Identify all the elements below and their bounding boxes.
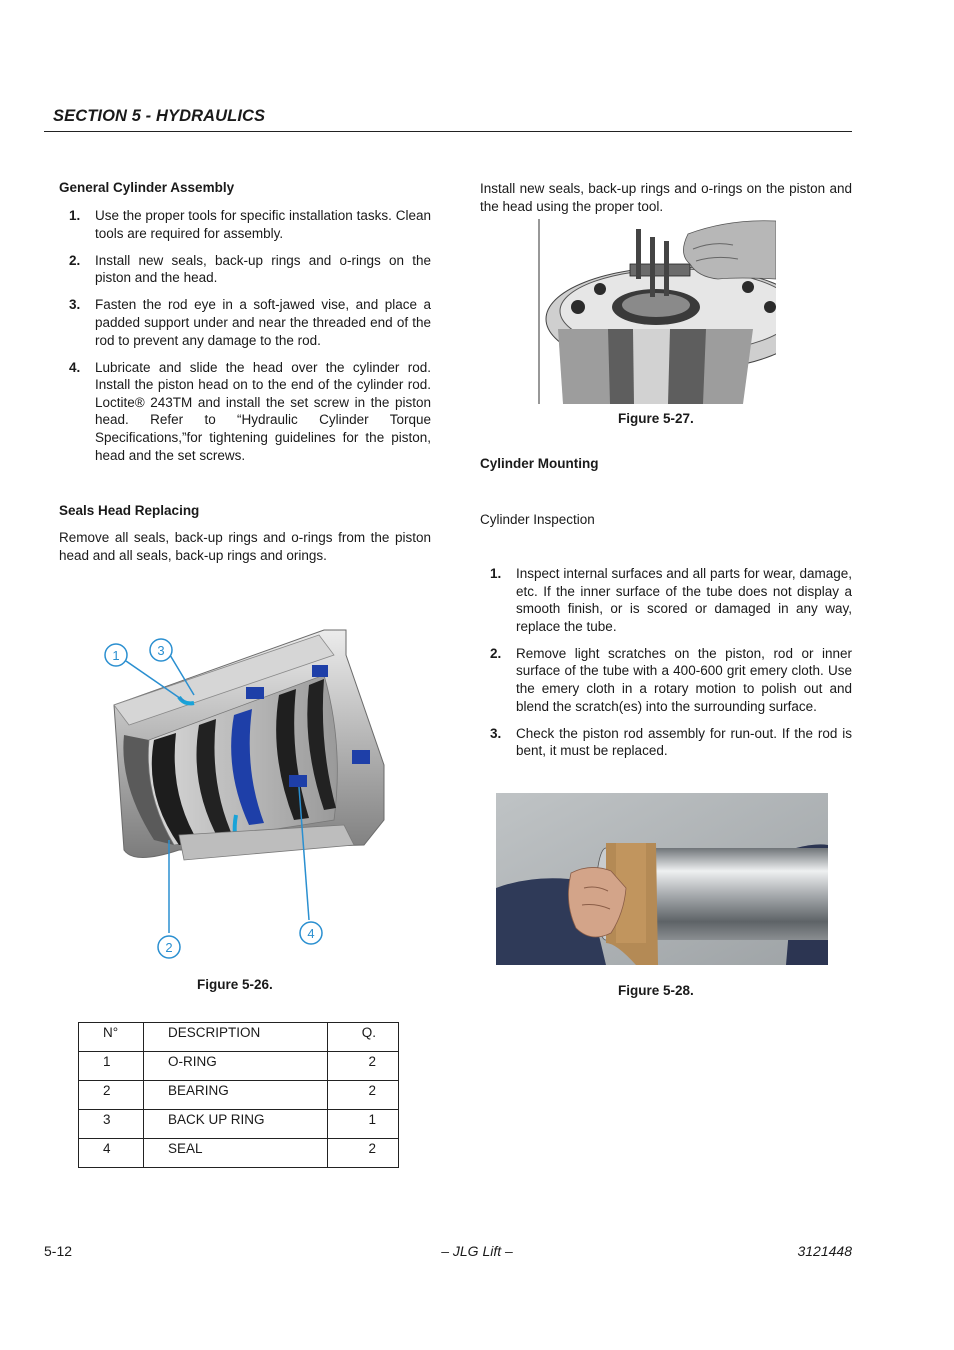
table-row: 1 O-RING 2 xyxy=(79,1052,399,1081)
svg-text:3: 3 xyxy=(157,643,165,658)
seals-head-text: Remove all seals, back-up rings and o-rings from the piston head and all seals, back-up rings and orings. xyxy=(59,530,431,563)
footer-brand: – JLG Lift – xyxy=(441,1243,513,1259)
seals-head-heading: Seals Head Replacing xyxy=(59,503,200,518)
list-item: 3. Fasten the rod eye in a soft-jawed vise, and place a padded support under and near the threaded end of the rod to prevent any damage to the rod. xyxy=(69,297,431,348)
list-item: 3. Check the piston rod assembly for run-out. If the rod is bent, it must be replaced. xyxy=(490,725,852,759)
seal-tool-photo xyxy=(538,219,776,404)
parts-table xyxy=(78,1022,399,1168)
page-number: 5-12 xyxy=(44,1243,73,1259)
list-item: 1. Use the proper tools for specific installation tasks. Clean tools are required for assembly. xyxy=(69,208,431,241)
table-header-row: N° DESCRIPTION Q. xyxy=(79,1023,399,1052)
figure-27-caption: Figure 5-27. xyxy=(618,411,694,426)
svg-text:2: 2 xyxy=(165,940,173,955)
list-item: 4. Lubricate and slide the head over the cylinder rod. Install the piston head on to the end of the cylinder rod. Loctite® 243TM and install the set screw in the piston head. Refer to “Hydraulic Cylinder Torque Specifications,”for tightening guidelines for the piston, head and the set screws. xyxy=(69,359,431,463)
table-row: 2 BEARING 2 xyxy=(79,1081,399,1110)
document-number: 3121448 xyxy=(797,1243,852,1259)
install-seals-text: Install new seals, back-up rings and o-rings on the piston and the head using the proper tool. xyxy=(480,181,852,214)
list-item: 1. Inspect internal surfaces and all parts for wear, damage, etc. If the inner surface of the tube does not display a smooth finish, or is scored or damaged in any way, replace the tube. xyxy=(490,566,852,634)
list-item: 2. Install new seals, back-up rings and o-rings on the piston and the head. xyxy=(69,252,431,286)
figure-28-caption: Figure 5-28. xyxy=(618,983,694,998)
section-title: SECTION 5 - HYDRAULICS xyxy=(53,107,266,125)
cylinder-mounting-heading: Cylinder Mounting xyxy=(480,456,599,471)
figure-26-caption: Figure 5-26. xyxy=(197,977,273,992)
list-item: 2. Remove light scratches on the piston, rod or inner surface of the tube with a 400-600 grit emery cloth. Use the emery cloth in a rotary motion to polish out and blend the scratch(es) into the surrounding surface. xyxy=(490,645,852,714)
inspection-steps xyxy=(480,565,852,769)
cylinder-inspection-heading: Cylinder Inspection xyxy=(480,512,595,527)
piston-cutaway-figure xyxy=(84,615,404,965)
table-row: 3 BACK UP RING 1 xyxy=(79,1110,399,1139)
header-rule xyxy=(44,131,852,132)
general-assembly-steps xyxy=(59,207,431,474)
general-assembly-heading: General Cylinder Assembly xyxy=(59,180,235,195)
table-row: 4 SEAL 2 xyxy=(79,1139,399,1168)
svg-text:4: 4 xyxy=(307,926,315,941)
rod-polishing-photo xyxy=(496,793,828,965)
svg-text:1: 1 xyxy=(112,648,120,663)
